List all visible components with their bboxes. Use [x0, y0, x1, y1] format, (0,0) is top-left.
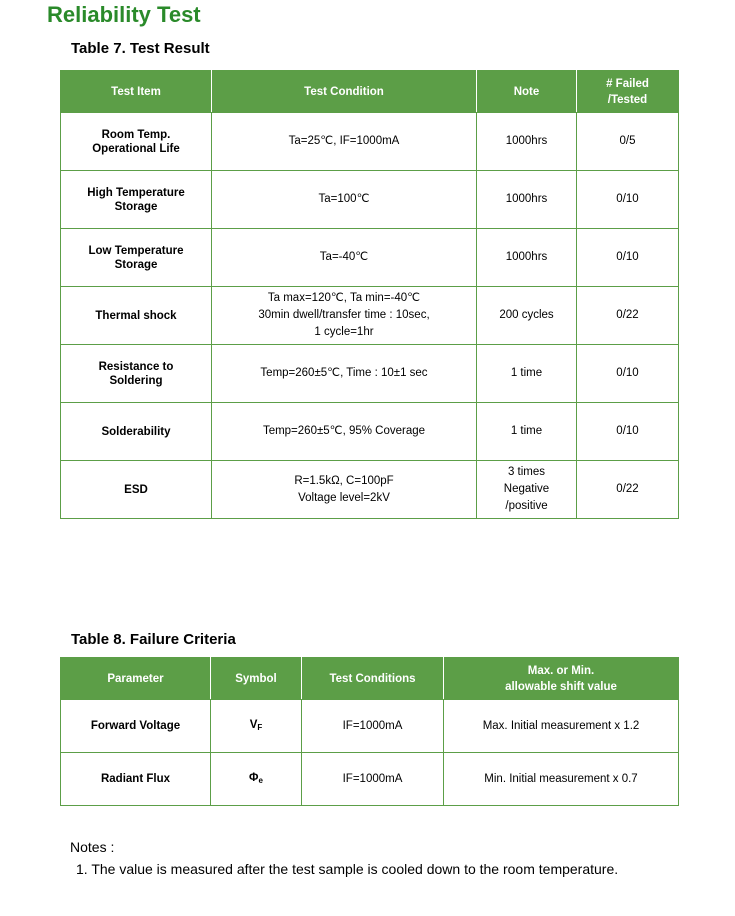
- test-condition-cell-line: Voltage level=2kV: [298, 491, 390, 504]
- header-test-item: Test Item: [61, 71, 212, 113]
- test-condition-cell-line: 30min dwell/transfer time : 10sec,: [258, 309, 430, 321]
- test-condition-cell: [212, 287, 477, 345]
- table-row: [61, 171, 679, 229]
- note-cell-line: 1000hrs: [505, 135, 548, 147]
- test-item-cell-line: Soldering: [109, 374, 163, 387]
- test-condition-cell: [212, 171, 477, 229]
- test-condition-cell-line: Ta=25℃, IF=1000mA: [288, 135, 400, 147]
- test-item-cell: [61, 403, 212, 461]
- test-item-cell-line: Operational Life: [92, 142, 180, 155]
- test-item-cell-line: Low Temperature: [88, 244, 184, 257]
- header-failed-tested: [577, 71, 679, 113]
- test-result-table: [60, 70, 679, 519]
- test-item-cell-line: Storage: [114, 200, 158, 213]
- failed-tested-cell: 0/10: [577, 403, 679, 461]
- page-title: Reliability Test: [47, 2, 201, 27]
- parameter-cell: Forward Voltage: [61, 700, 211, 753]
- test-condition-cell: [212, 403, 477, 461]
- test-item-cell: [61, 171, 212, 229]
- test-condition-cell-line: R=1.5kΩ, C=100pF: [294, 474, 394, 487]
- test-conditions-cell: IF=1000mA: [302, 700, 444, 753]
- test-condition-cell: [212, 113, 477, 171]
- symbol-subscript: e: [258, 775, 263, 785]
- note-cell: [477, 403, 577, 461]
- table-row: [61, 461, 679, 519]
- table-row: [61, 287, 679, 345]
- test-condition-cell-line: Temp=260±5℃, Time : 10±1 sec: [260, 367, 428, 379]
- test-condition-cell-line: Ta=100℃: [318, 193, 370, 205]
- test-conditions-cell: IF=1000mA: [302, 753, 444, 806]
- test-condition-cell: [212, 345, 477, 403]
- table-row: [61, 753, 679, 806]
- test-condition-cell-line: Ta=-40℃: [319, 251, 369, 263]
- test-condition-cell: [212, 229, 477, 287]
- note-cell: [477, 345, 577, 403]
- test-condition-cell-line: 1 cycle=1hr: [314, 326, 374, 338]
- note-cell-line: Negative: [503, 483, 550, 495]
- allowable-shift-cell: Min. Initial measurement x 0.7: [444, 753, 679, 806]
- test-condition-cell: [212, 461, 477, 519]
- symbol-cell: [211, 700, 302, 753]
- header-allowable-shift: [444, 658, 679, 700]
- note-cell-line: /positive: [505, 500, 548, 512]
- test-condition-cell-line: Temp=260±5℃, 95% Coverage: [262, 425, 426, 437]
- header-test-conditions: Test Conditions: [302, 658, 444, 700]
- header-note: Note: [477, 71, 577, 113]
- header-symbol: Symbol: [211, 658, 302, 700]
- failure-criteria-table: [60, 657, 679, 806]
- failed-tested-cell: 0/22: [577, 287, 679, 345]
- test-item-cell: [61, 113, 212, 171]
- table-row: [61, 345, 679, 403]
- note-cell: [477, 171, 577, 229]
- table7-header-row: [61, 71, 679, 113]
- table-row: [61, 229, 679, 287]
- failed-tested-cell: 0/10: [577, 171, 679, 229]
- note-cell-line: 3 times: [507, 466, 546, 478]
- table-row: [61, 113, 679, 171]
- test-item-cell-line: ESD: [124, 483, 148, 496]
- header-failed-line1: # Failed: [606, 77, 649, 90]
- note-cell: [477, 113, 577, 171]
- notes-section: [70, 836, 618, 880]
- test-item-cell-line: Thermal shock: [95, 309, 177, 322]
- notes-heading: Notes :: [70, 839, 115, 855]
- test-item-cell: [61, 345, 212, 403]
- test-item-cell: [61, 287, 212, 345]
- symbol-subscript: F: [257, 722, 263, 732]
- test-condition-cell-line: Ta max=120℃, Ta min=-40℃: [267, 292, 421, 304]
- note-cell: [477, 229, 577, 287]
- header-test-condition: Test Condition: [212, 71, 477, 113]
- note-cell: [477, 461, 577, 519]
- note-item: 1. The value is measured after the test sample is cooled down to the room temperature.: [76, 861, 619, 877]
- failed-tested-cell: 0/22: [577, 461, 679, 519]
- header-shift-line2: allowable shift value: [505, 680, 617, 693]
- note-cell-line: 1 time: [510, 367, 543, 379]
- table8-header-row: [61, 658, 679, 700]
- header-parameter: Parameter: [61, 658, 211, 700]
- table8-title: Table 8. Failure Criteria: [71, 631, 236, 648]
- note-cell-line: 1000hrs: [505, 251, 548, 263]
- failed-tested-cell: 0/10: [577, 229, 679, 287]
- symbol-main: Φ: [249, 771, 259, 784]
- failed-tested-cell: 0/10: [577, 345, 679, 403]
- test-item-cell-line: Room Temp.: [101, 128, 171, 141]
- note-cell: [477, 287, 577, 345]
- symbol-cell: [211, 753, 302, 806]
- test-item-cell-line: Solderability: [101, 425, 171, 438]
- test-item-cell-line: Storage: [114, 258, 158, 271]
- symbol-main: V: [249, 718, 258, 731]
- header-failed-line2: /Tested: [607, 93, 648, 106]
- table-row: [61, 403, 679, 461]
- allowable-shift-cell: Max. Initial measurement x 1.2: [444, 700, 679, 753]
- failed-tested-cell: 0/5: [577, 113, 679, 171]
- test-item-cell: [61, 461, 212, 519]
- table-row: [61, 700, 679, 753]
- note-cell-line: 1000hrs: [505, 193, 548, 205]
- table7-title: Table 7. Test Result: [71, 40, 210, 57]
- test-item-cell-line: High Temperature: [87, 186, 185, 199]
- note-cell-line: 1 time: [510, 425, 543, 437]
- parameter-cell: Radiant Flux: [61, 753, 211, 806]
- note-cell-line: 200 cycles: [499, 309, 554, 321]
- test-item-cell: [61, 229, 212, 287]
- header-shift-line1: Max. or Min.: [527, 664, 595, 677]
- test-item-cell-line: Resistance to: [98, 360, 174, 373]
